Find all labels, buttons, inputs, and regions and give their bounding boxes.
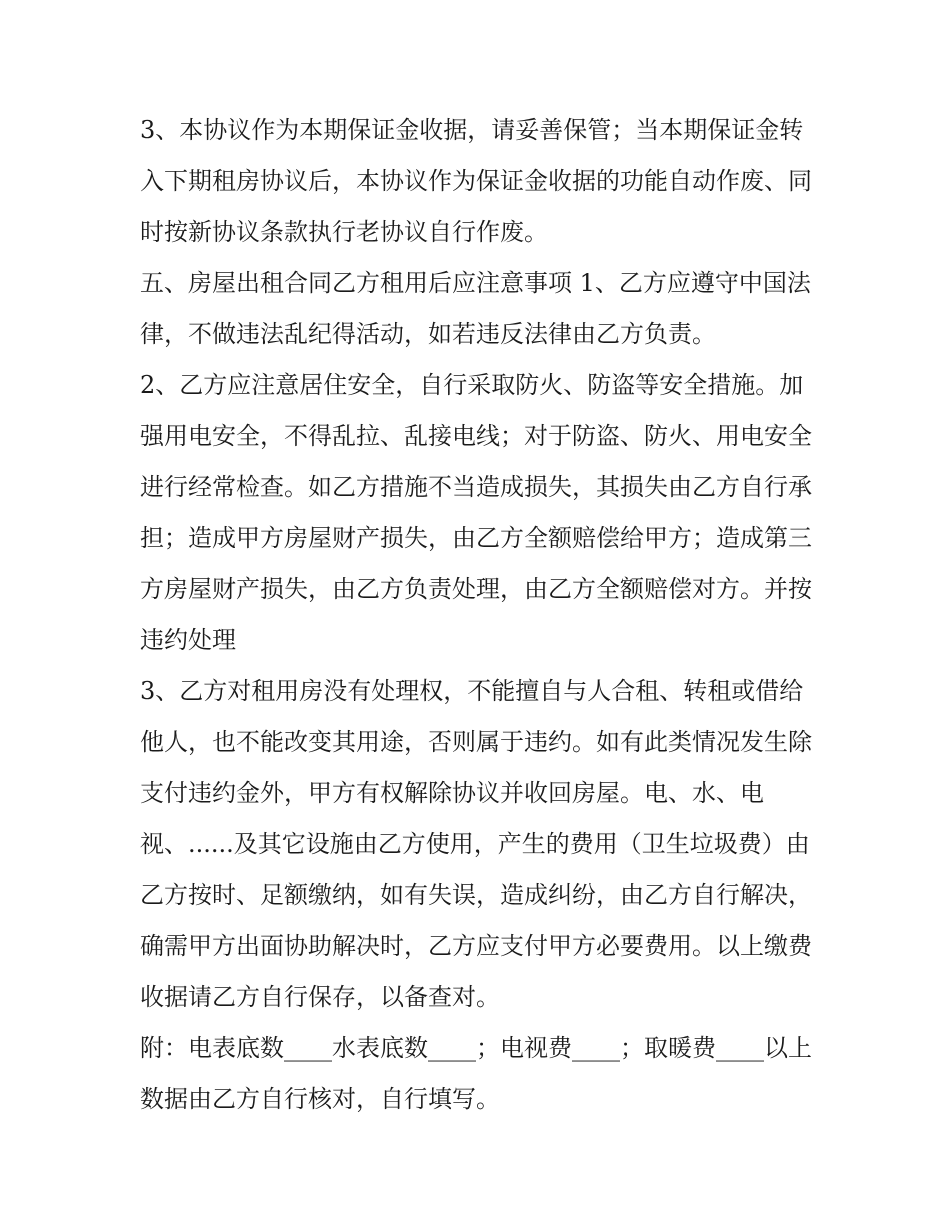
paragraph-disposal-rights: 3、乙方对租用房没有处理权，不能擅自与人合租、转租或借给他人，也不能改变其用途，否则属于违约。如有此类情况发生除支付违约金外，甲方有权解除协议并收回房屋。电、水、电视、......及其它设施由乙方使用，产生的费用（卫生垃圾费）由乙方按时、足额缴纳，如有失误，造成纠纷，由乙方自行解决，确需甲方出面协助解决时，乙方应支付甲方必要费用。以上缴费收据请乙方自行保存，以备查对。 bbox=[140, 677, 812, 1011]
paragraph-deposit-receipt: 3、本协议作为本期保证金收据，请妥善保管；当本期保证金转入下期租房协议后，本协议作为保证金收据的功能自动作废、同时按新协议条款执行老协议自行作废。 bbox=[140, 116, 812, 246]
paragraph-safety-measures: 2、乙方应注意居住安全，自行采取防火、防盗等安全措施。加强用电安全，不得乱拉、乱接电线；对于防盗、防火、用电安全进行经常检查。如乙方措施不当造成损失，其损失由乙方自行承担；造成甲方房屋财产损失，由乙方全额赔偿给甲方；造成第三方房屋财产损失，由乙方负责处理，由乙方全额赔偿对方。并按违约处理 bbox=[140, 371, 812, 654]
document-body bbox=[140, 105, 820, 1125]
paragraph-meter-readings: 附：电表底数____水表底数____；电视费____；取暖费____以上数据由乙方自行核对，自行填写。 bbox=[140, 1034, 812, 1113]
paragraph-tenant-notices: 五、房屋出租合同乙方租用后应注意事项 1、乙方应遵守中国法律，不做违法乱纪得活动，如若违反法律由乙方负责。 bbox=[140, 269, 811, 348]
